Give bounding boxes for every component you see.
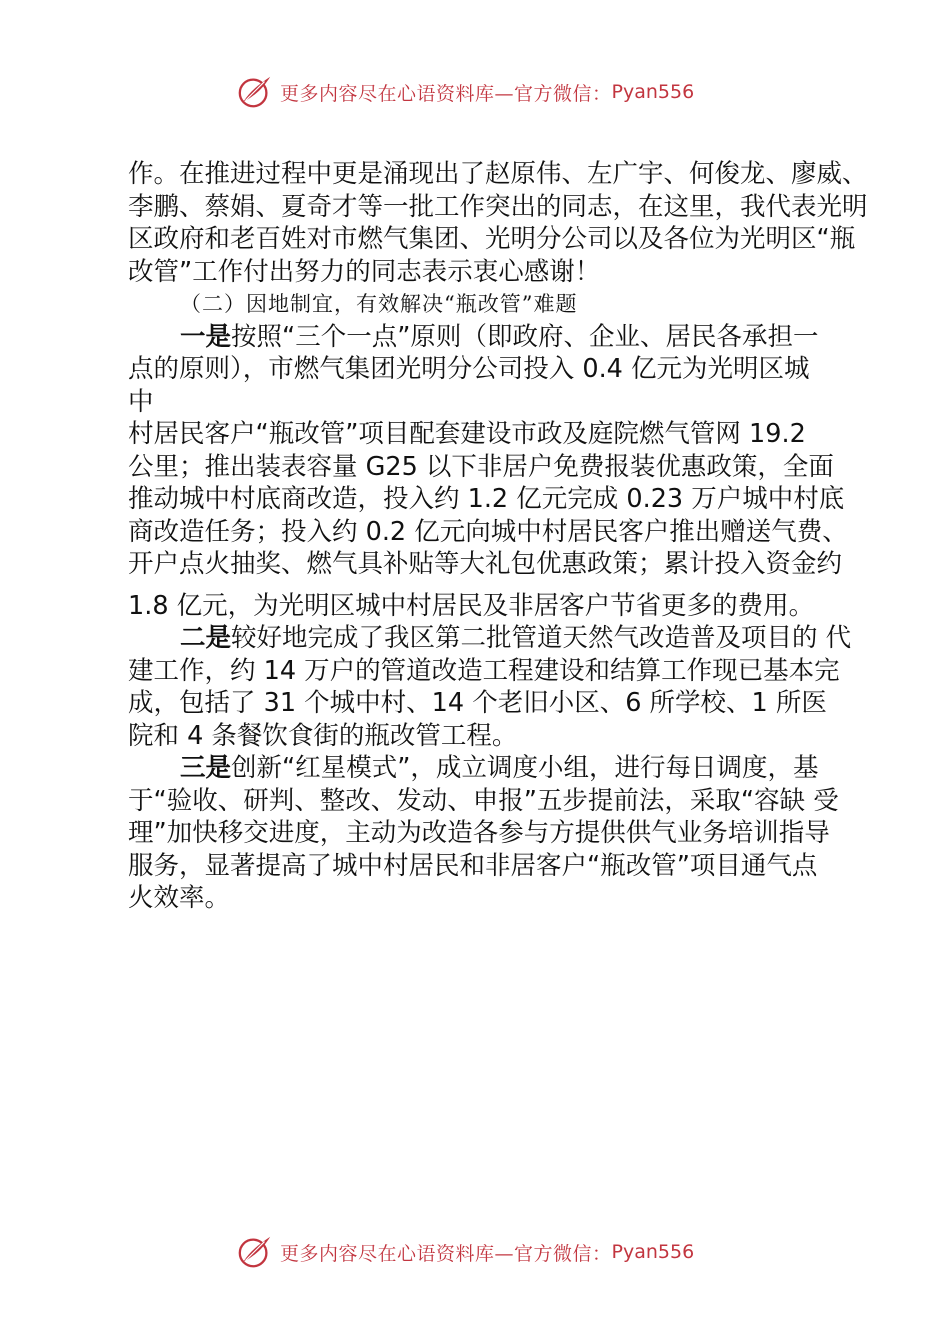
footer-banner-text: 更多内容尽在心语资料库—官方微信： [280,1242,612,1265]
header-wechat-id: Pyan556 [611,81,695,103]
text-line: 开户点火抽奖、燃气具补贴等大礼包优惠政策；累计投入资金约 [128,549,843,579]
paragraph-thanks [128,158,868,288]
text-line: 中 [128,386,154,417]
text-line: 区政府和老百姓对市燃气集团、光明分公司以及各位为光明区“瓶 [128,224,856,254]
text-line: 1.8 亿元，为光明区城中村居民及非居客户节省更多的费用。 [128,590,815,621]
feather-logo-icon [236,73,274,111]
lead-label: 三是 [180,753,232,783]
text-line: 村居民客户“瓶改管”项目配套建设市政及庭院燃气管网 19.2 [128,419,806,449]
text-line: 火效率。 [128,883,231,913]
lead-label: 二是 [180,623,232,653]
text-line: 建工作，约 14 万户的管道改造工程建设和结算工作现已基本完 [128,655,840,686]
text-line: 公里；推出装表容量 G25 以下非居户免费报装优惠政策，全面 [128,451,834,482]
text-line: 李鹏、蔡娟、夏奇才等一批工作突出的同志，在这里，我代表光明 [128,191,868,222]
text-line: 二是较好地完成了我区第二批管道天然气改造普及项目的 代 [180,623,852,653]
text-line: 理”加快移交进度，主动为改造各参与方提供供气业务培训指导 [128,818,830,848]
text-line: 改管”工作付出努力的同志表示衷心感谢！ [128,256,601,287]
footer-banner [236,1232,756,1272]
text-line: 院和 4 条餐饮食街的瓶改管工程。 [128,720,518,751]
text-line: 作。在推进过程中更是涌现出了赵原伟、左广宇、何俊龙、廖威、 [128,159,868,189]
text-line: 商改造任务；投入约 0.2 亿元向城中村居民客户推出赠送气费、 [128,516,848,547]
text-line: 三是创新“红星模式”，成立调度小组，进行每日调度，基 [180,753,819,783]
text-line: 于“验收、研判、整改、发动、申报”五步提前法，采取“容缺 受 [128,785,839,816]
footer-wechat-id: Pyan556 [611,1241,695,1263]
text-line: 服务，显著提高了城中村居民和非居客户“瓶改管”项目通气点 [128,850,818,881]
paragraph-third-point [128,752,840,915]
document-body [128,158,868,915]
header-banner [236,72,756,112]
feather-logo-icon [236,1233,274,1271]
lead-label: 一是 [180,321,232,352]
section-heading: （二）因地制宜，有效解决“瓶改管”难题 [180,292,578,316]
paragraph-first-point [128,321,848,623]
paragraph-second-point [128,622,852,752]
text-line: 成，包括了 31 个城中村、14 个老旧小区、6 所学校、1 所医 [128,688,827,718]
text-line: 推动城中村底商改造，投入约 1.2 亿元完成 0.23 万户城中村底 [128,484,845,514]
text-line: 一是按照“三个一点”原则（即政府、企业、居民各承担一 [180,321,819,352]
header-banner-text: 更多内容尽在心语资料库—官方微信： [280,82,612,105]
text-line: 点的原则），市燃气集团光明分公司投入 0.4 亿元为光明区城 [128,354,810,384]
